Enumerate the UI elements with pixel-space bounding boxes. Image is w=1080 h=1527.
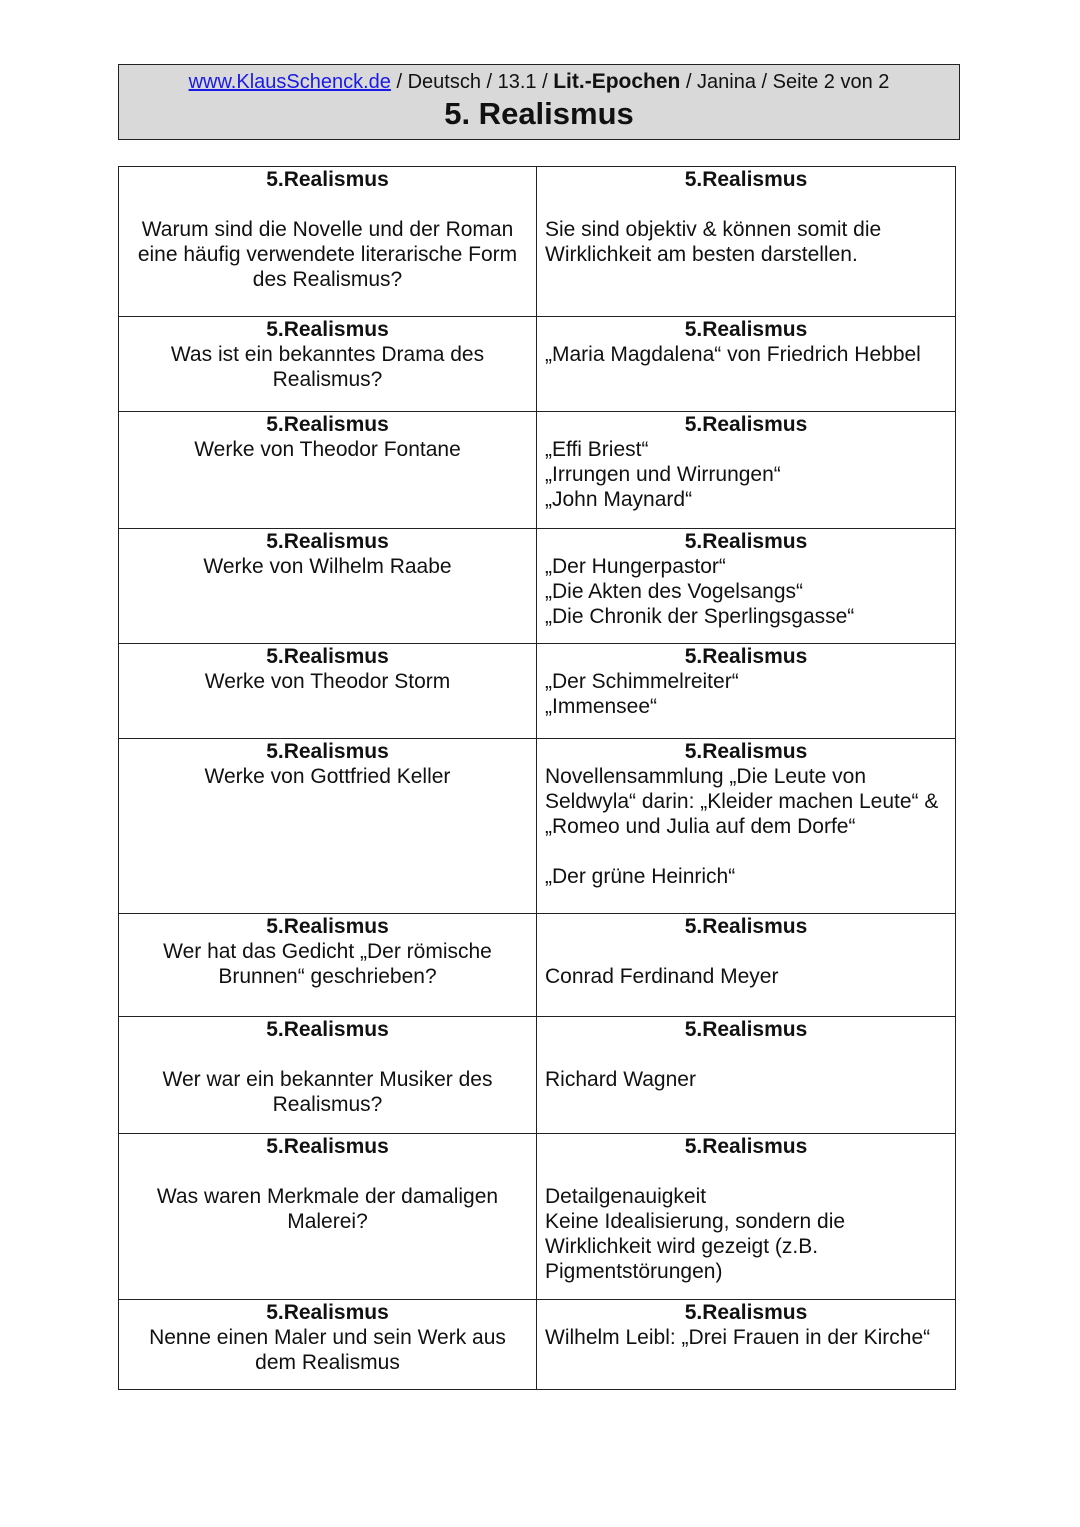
question-heading: 5.Realismus xyxy=(266,530,389,553)
breadcrumb-part-a: / Deutsch / 13.1 / xyxy=(390,71,554,93)
answer-cell xyxy=(537,644,956,739)
breadcrumb-subject: Lit.-Epochen xyxy=(553,70,681,93)
answer-line: „Der Schimmelreiter“ xyxy=(545,670,739,693)
answer-line: Sie sind objektiv & können somit die Wirklichkeit am besten darstellen. xyxy=(545,218,882,266)
header-breadcrumb xyxy=(119,70,959,94)
answer-line: „Maria Magdalena“ von Friedrich Hebbel xyxy=(545,343,921,366)
answer-cell xyxy=(537,914,956,1017)
question-cell xyxy=(119,317,537,412)
question-cell xyxy=(119,914,537,1017)
answer-heading: 5.Realismus xyxy=(684,1018,808,1041)
question-text: Wer war ein bekannter Musiker des Realismus? xyxy=(162,1068,493,1116)
answer-cell xyxy=(537,529,956,644)
answer-heading: 5.Realismus xyxy=(684,1301,808,1324)
question-heading: 5.Realismus xyxy=(266,168,389,191)
answer-line: Detailgenauigkeit xyxy=(545,1185,707,1208)
answer-cell xyxy=(537,1017,956,1134)
answer-cell xyxy=(537,739,956,914)
answer-line: Richard Wagner xyxy=(545,1068,696,1091)
question-text: Werke von Theodor Fontane xyxy=(194,438,461,461)
question-heading: 5.Realismus xyxy=(266,1301,389,1324)
answer-cell xyxy=(537,317,956,412)
answer-heading: 5.Realismus xyxy=(684,168,808,191)
answer-heading: 5.Realismus xyxy=(684,915,808,938)
page-title: 5. Realismus xyxy=(444,96,634,131)
answer-heading: 5.Realismus xyxy=(684,530,808,553)
question-text: Wer hat das Gedicht „Der römische Brunnen“ geschrieben? xyxy=(163,940,492,988)
question-text: Nenne einen Maler und sein Werk aus dem Realismus xyxy=(149,1326,506,1374)
answer-cell xyxy=(537,1134,956,1300)
answer-line: Conrad Ferdinand Meyer xyxy=(545,965,779,988)
table-row xyxy=(119,529,956,644)
answer-line: „Effi Briest“ xyxy=(545,438,649,461)
answer-line: „Der grüne Heinrich“ xyxy=(545,865,736,888)
table-row xyxy=(119,1134,956,1300)
table-row xyxy=(119,1017,956,1134)
question-heading: 5.Realismus xyxy=(266,1135,389,1158)
answer-cell xyxy=(537,167,956,317)
answer-line: „Die Chronik der Sperlingsgasse“ xyxy=(545,605,855,628)
question-cell xyxy=(119,412,537,529)
answer-heading: 5.Realismus xyxy=(684,318,808,341)
question-heading: 5.Realismus xyxy=(266,645,389,668)
question-cell xyxy=(119,167,537,317)
answer-cell xyxy=(537,412,956,529)
table-row xyxy=(119,412,956,529)
answer-line: „Immensee“ xyxy=(545,695,658,718)
table-row xyxy=(119,914,956,1017)
flashcard-table xyxy=(118,166,956,1390)
question-cell xyxy=(119,1017,537,1134)
question-heading: 5.Realismus xyxy=(266,413,389,436)
answer-cell xyxy=(537,1300,956,1390)
question-heading: 5.Realismus xyxy=(266,318,389,341)
answer-heading: 5.Realismus xyxy=(684,740,808,763)
table-row xyxy=(119,1300,956,1390)
answer-line: Keine Idealisierung, sondern die Wirklichkeit wird gezeigt (z.B. Pigmentstörungen) xyxy=(545,1210,846,1283)
question-text: Warum sind die Novelle und der Roman eine häufig verwendete literarische Form des Realismus? xyxy=(137,218,518,291)
question-text: Was waren Merkmale der damaligen Malerei? xyxy=(156,1185,499,1233)
answer-heading: 5.Realismus xyxy=(684,645,808,668)
answer-line: „Der Hungerpastor“ xyxy=(545,555,726,578)
question-cell xyxy=(119,644,537,739)
answer-line: „Die Akten des Vogelsangs“ xyxy=(545,580,803,603)
question-text: Werke von Wilhelm Raabe xyxy=(203,555,452,578)
answer-heading: 5.Realismus xyxy=(684,413,808,436)
question-cell xyxy=(119,1300,537,1390)
page-header xyxy=(118,64,960,140)
breadcrumb-part-b: / Janina / Seite 2 von 2 xyxy=(680,71,890,93)
table-row xyxy=(119,644,956,739)
table-row xyxy=(119,739,956,914)
answer-line: „John Maynard“ xyxy=(545,488,693,511)
question-cell xyxy=(119,1134,537,1300)
answer-heading: 5.Realismus xyxy=(684,1135,808,1158)
table-row xyxy=(119,167,956,317)
answer-line: „Irrungen und Wirrungen“ xyxy=(545,463,781,486)
question-heading: 5.Realismus xyxy=(266,740,389,763)
answer-line: Wilhelm Leibl: „Drei Frauen in der Kirche“ xyxy=(545,1326,931,1349)
question-text: Was ist ein bekanntes Drama des Realismus? xyxy=(170,343,485,391)
question-cell xyxy=(119,529,537,644)
question-heading: 5.Realismus xyxy=(266,1018,389,1041)
question-text: Werke von Gottfried Keller xyxy=(204,765,451,788)
question-cell xyxy=(119,739,537,914)
question-text: Werke von Theodor Storm xyxy=(204,670,451,693)
answer-line: Novellensammlung „Die Leute von Seldwyla“ darin: „Kleider machen Leute“ & „Romeo und Julia auf dem Dorfe“ xyxy=(545,765,939,838)
site-link[interactable]: www.KlausSchenck.de xyxy=(188,71,391,93)
question-heading: 5.Realismus xyxy=(266,915,389,938)
table-row xyxy=(119,317,956,412)
